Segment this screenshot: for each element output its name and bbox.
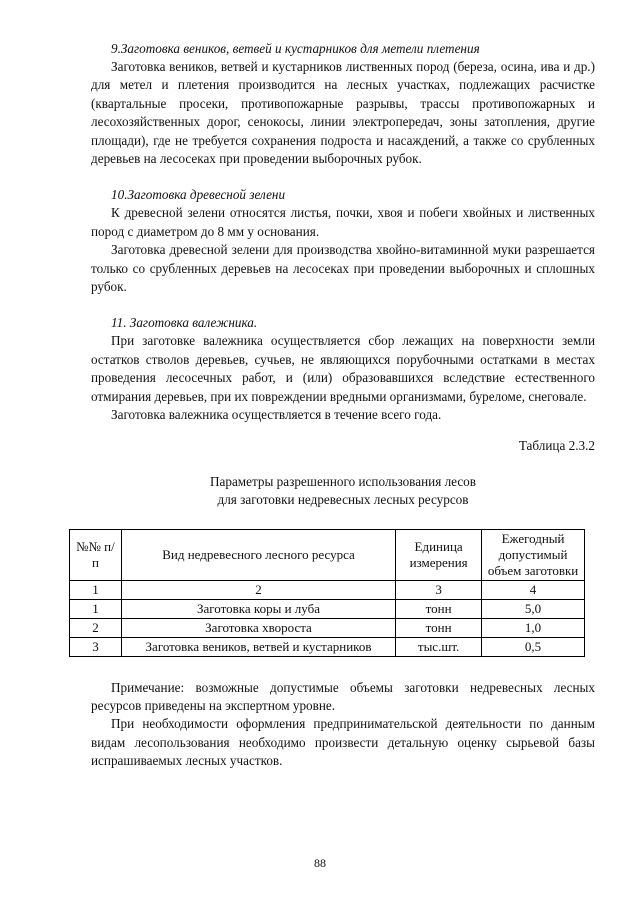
table-cell: 0,5 xyxy=(482,637,585,656)
section-heading-10: 10.Заготовка древесной зелени xyxy=(111,187,286,203)
table-cell: Заготовка хвороста xyxy=(121,618,395,637)
table-cell: 1 xyxy=(70,599,122,618)
table-cell: 1 xyxy=(70,580,122,599)
table-cell: 2 xyxy=(70,618,122,637)
table-caption-line-1: Параметры разрешенного использования лесов xyxy=(209,473,477,489)
section-heading-11: 11. Заготовка валежника. xyxy=(111,315,258,331)
table-row xyxy=(70,637,585,656)
page-number: 88 xyxy=(314,856,326,870)
table-caption-line-2: для заготовки недревесных лесных ресурсов xyxy=(217,491,469,507)
table-cell: 5,0 xyxy=(482,599,585,618)
page-content xyxy=(76,40,595,771)
table-cell: 4 xyxy=(482,580,585,599)
section-10-paragraph-1: К древесной зелени относятся листья, почки, хвоя и побеги хвойных и лиственных пород с диаметром до 8 мм у основания. xyxy=(91,205,595,239)
table-caption xyxy=(91,473,595,509)
resources-table xyxy=(69,529,585,657)
table-cell: Заготовка коры и луба xyxy=(121,599,395,618)
table-cell: 1,0 xyxy=(482,618,585,637)
header-resource-type: Вид недревесного лесного ресурса xyxy=(121,529,395,580)
table-cell: тонн xyxy=(396,618,482,637)
table-cell: 3 xyxy=(396,580,482,599)
section-9-paragraph: Заготовка веников, ветвей и кустарников лиственных пород (береза, осина, ива и др.) для метел и плетения производится на лесных участках, подлежащих расчистке (квартальные просеки, противопожарные разрывы, трассы противопожарных и лесохозяйственных дорог, сенокосы, линии электропередач, зоны затопления, другие площади), где не требуется сохранения подроста и насаждений, а также со срубленных деревьев на лесосеках при проведении выборочных рубок. xyxy=(91,59,595,167)
header-number: №№ п/п xyxy=(70,529,122,580)
header-annual-volume: Ежегодный допустимый объем заготовки xyxy=(482,529,585,580)
table-cell: 3 xyxy=(70,637,122,656)
table-row xyxy=(70,618,585,637)
table-cell: тонн xyxy=(396,599,482,618)
table-numbering-row xyxy=(70,580,585,599)
table-cell: 2 xyxy=(121,580,395,599)
section-11-paragraph-2: Заготовка валежника осуществляется в течение всего года. xyxy=(111,407,442,423)
section-heading-9: 9.Заготовка веников, ветвей и кустарников для метели плетения xyxy=(111,41,480,56)
table-label: Таблица 2.3.2 xyxy=(518,437,595,453)
header-unit: Единица измерения xyxy=(396,529,482,580)
note-paragraph: Примечание: возможные допустимые объемы заготовки недревесных лесных ресурсов приведены на экспертном уровне. xyxy=(91,679,595,713)
table-row xyxy=(70,599,585,618)
table-header-row xyxy=(70,529,585,580)
closing-paragraph: При необходимости оформления предпринимательской деятельности по данным видам лесопользования необходимо произвести детальную оценку сырьевой базы испрашиваемых лесных участков. xyxy=(91,716,595,769)
section-11-paragraph-1: При заготовке валежника осуществляется сбор лежащих на поверхности земли остатков стволов деревьев, сучьев, не являющихся порубочными остатками в местах проведения лесосечных работ, и (или) образовавшихся вследствие естественного отмирания деревьев, при их повреждении вредными организмами, буреломе, снеговале. xyxy=(91,333,595,404)
table-cell: тыс.шт. xyxy=(396,637,482,656)
table-cell: Заготовка веников, ветвей и кустарников xyxy=(121,637,395,656)
section-10-paragraph-2: Заготовка древесной зелени для производства хвойно-витаминной муки разрешается только со срубленных деревьев на лесосеках при проведении выборочных и сплошных рубок. xyxy=(91,242,595,295)
